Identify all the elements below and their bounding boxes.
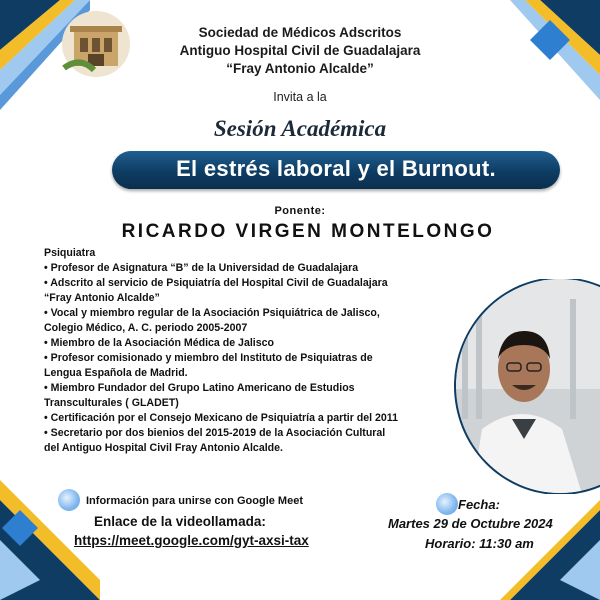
org-line-3: “Fray Antonio Alcalde” — [226, 61, 374, 76]
meeting-subtitle: Enlace de la videollamada: — [94, 514, 266, 529]
bio-line: • Certificación por el Consejo Mexicano de Psiquiatría a partir del 2011 — [44, 412, 399, 424]
bio-line: • Profesor comisionado y miembro del Instituto de Psiquiatras de — [44, 352, 373, 364]
bio-line: Colegio Médico, A. C. periodo 2005-2007 — [44, 322, 248, 334]
event-date: Martes 29 de Octubre 2024 — [388, 516, 553, 531]
bio-line: “Fray Antonio Alcalde” — [44, 292, 160, 304]
speaker-photo — [452, 279, 600, 494]
topic-banner — [112, 151, 560, 189]
speaker-label: Ponente: — [274, 205, 326, 217]
event-time: Horario: 11:30 am — [425, 536, 534, 551]
organization-name — [130, 24, 470, 78]
topic-title: El estrés laboral y el Burnout. — [176, 156, 496, 181]
bio-line: Transculturales ( GLADET) — [44, 397, 179, 409]
invite-text: Invita a la — [273, 90, 327, 104]
bio-line: del Antiguo Hospital Civil Fray Antonio Alcalde. — [44, 442, 283, 454]
bio-line: Lengua Española de Madrid. — [44, 367, 188, 379]
date-bullet-icon — [436, 493, 458, 515]
bio-line: • Vocal y miembro regular de la Asociación Psiquiátrica de Jalisco, — [44, 307, 380, 319]
speaker-name: RICARDO VIRGEN MONTELONGO — [121, 221, 495, 242]
bio-line: • Miembro Fundador del Grupo Latino Americano de Estudios — [44, 382, 355, 394]
meeting-link[interactable]: https://meet.google.com/gyt-axsi-tax — [74, 533, 309, 548]
hospital-logo — [60, 8, 132, 80]
bio-line: • Profesor de Asignatura “B” de la Universidad de Guadalajara — [44, 262, 359, 274]
speaker-bio — [44, 246, 444, 456]
meeting-title: Información para unirse con Google Meet — [86, 495, 303, 507]
org-line-2: Antiguo Hospital Civil de Guadalajara — [179, 43, 421, 58]
date-label: Fecha: — [458, 497, 500, 512]
bio-line: Psiquiatra — [44, 247, 96, 259]
session-title: Sesión Académica — [213, 116, 387, 141]
bio-line: • Secretario por dos bienios del 2015-2019 de la Asociación Cultural — [44, 427, 386, 439]
org-line-1: Sociedad de Médicos Adscritos — [198, 25, 402, 40]
meeting-bullet-icon — [58, 489, 80, 511]
bio-line: • Adscrito al servicio de Psiquiatría del Hospital Civil de Guadalajara — [44, 277, 388, 289]
bio-line: • Miembro de la Asociación Médica de Jalisco — [44, 337, 274, 349]
